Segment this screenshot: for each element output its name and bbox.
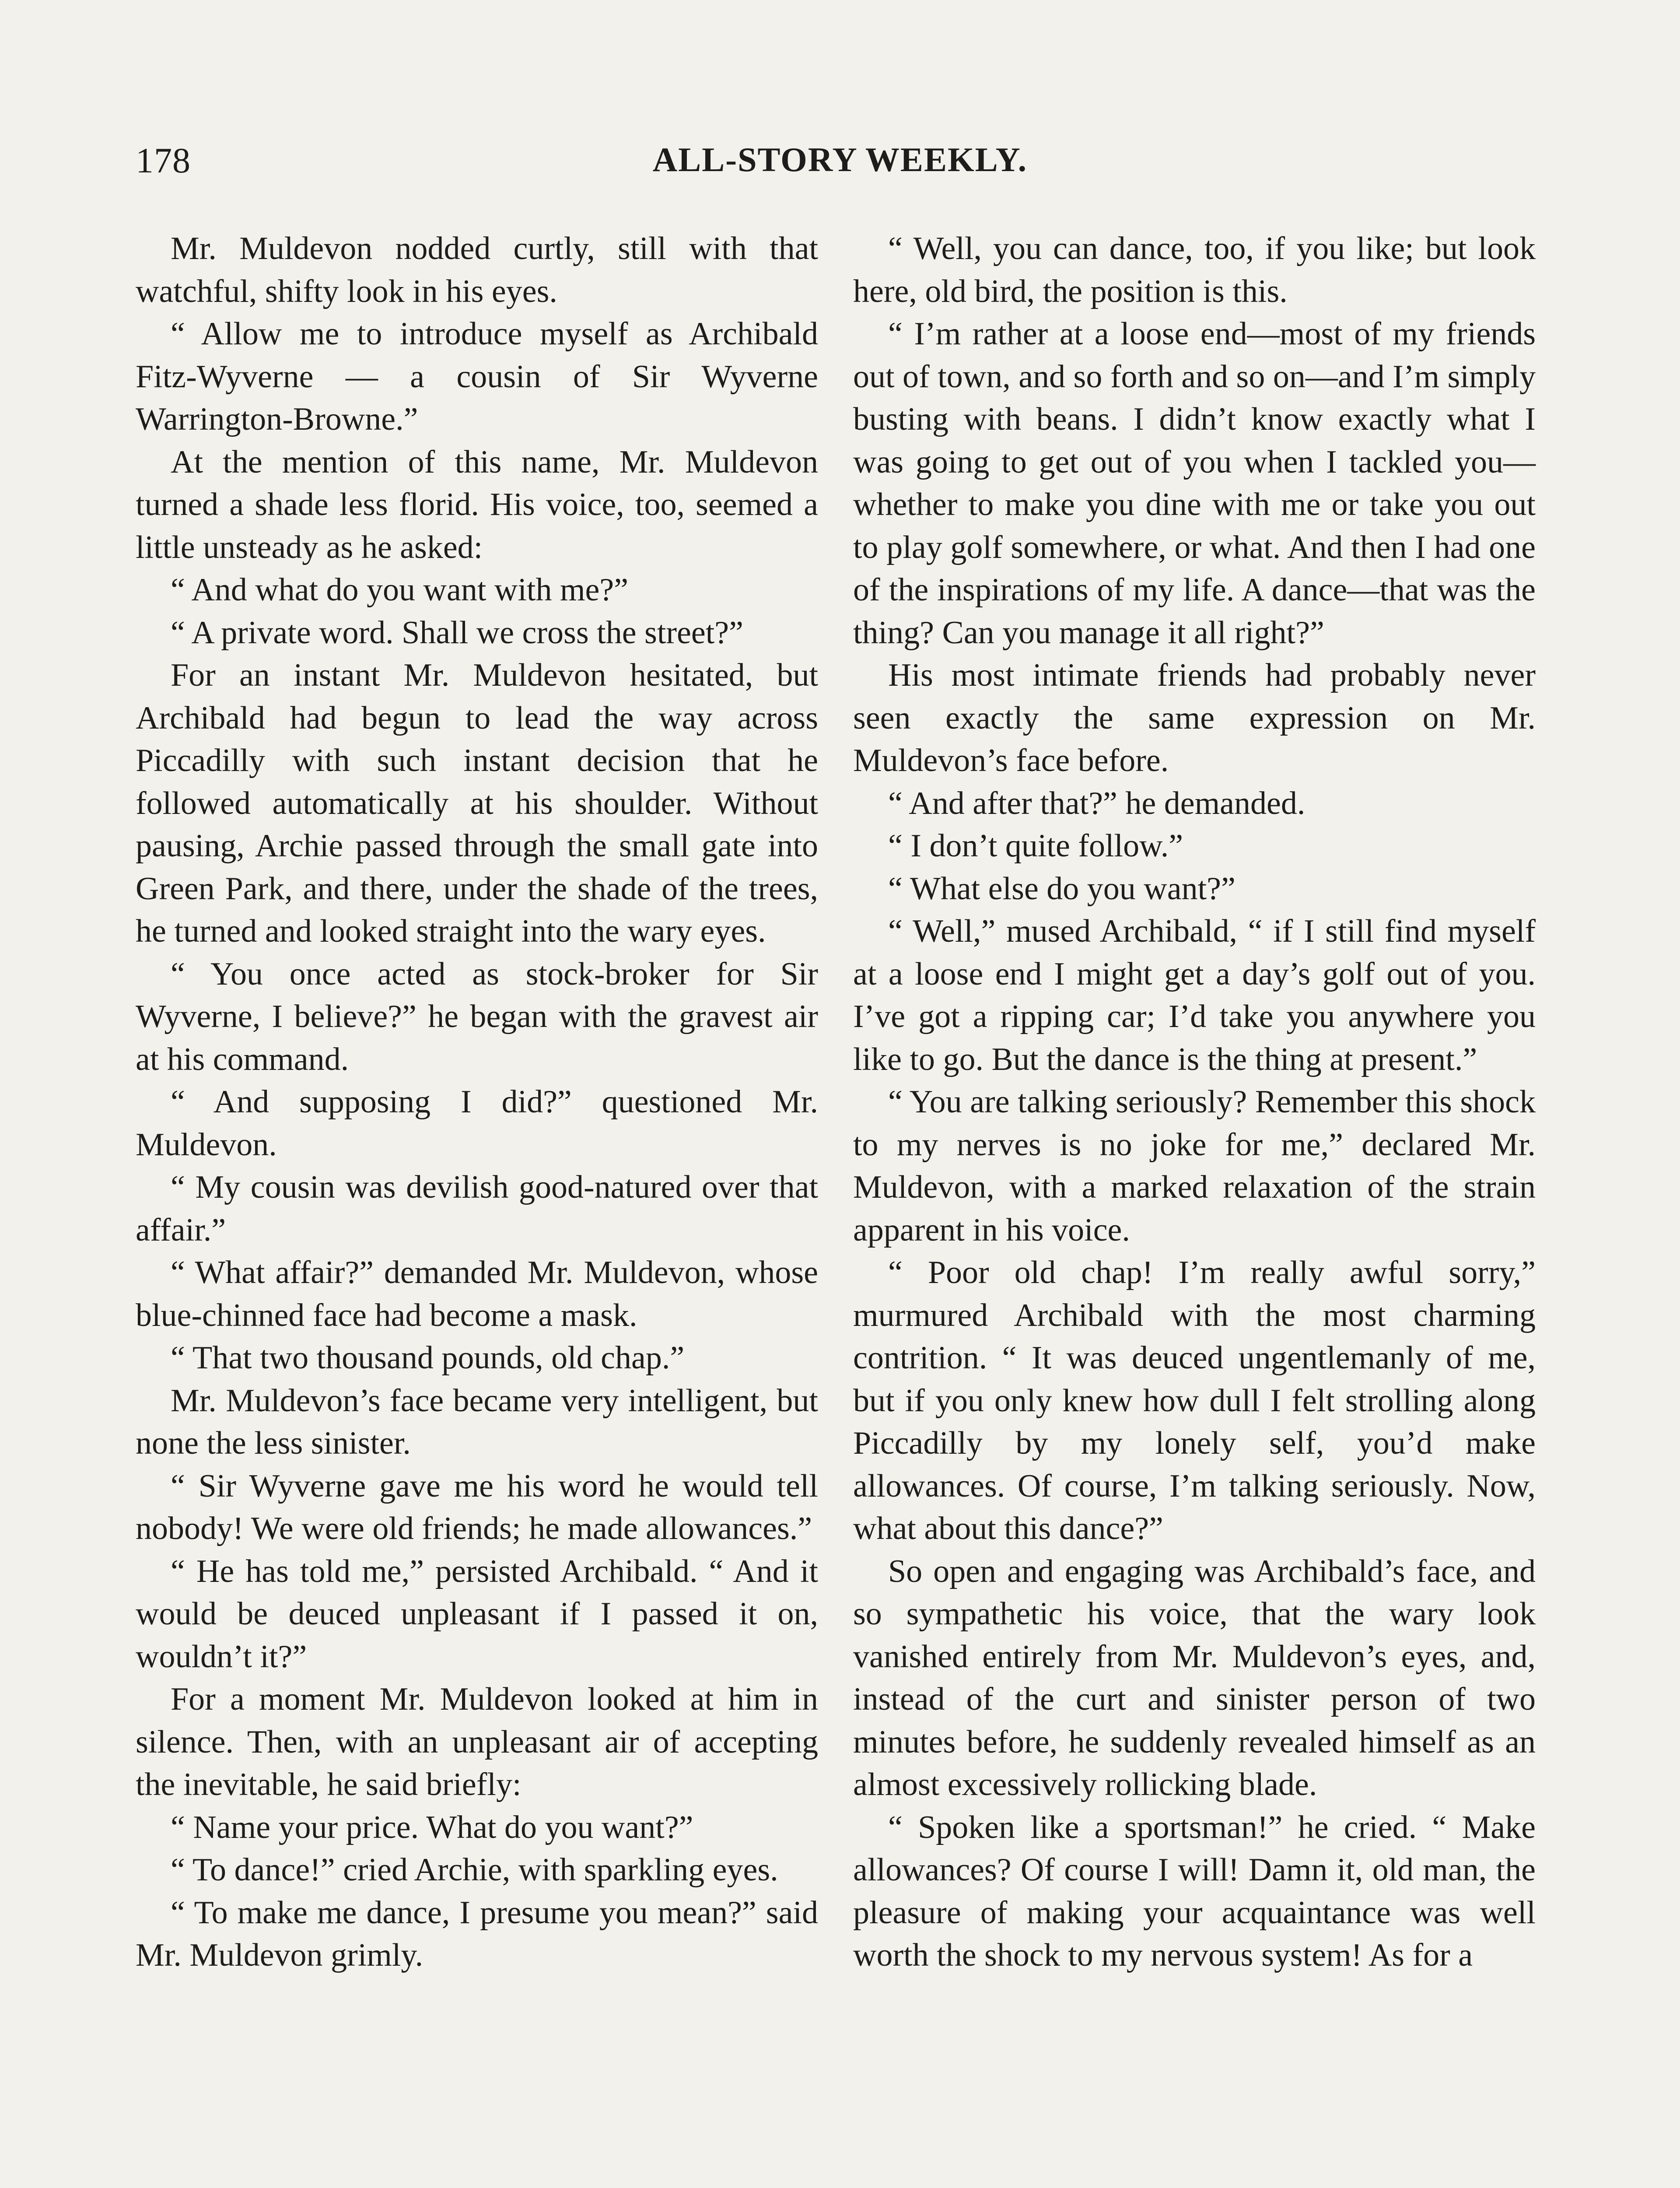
paragraph: “ And what do you want with me?” [171, 572, 629, 608]
paragraph: “ He has told me,” persisted Archibald. “ And it would be deuced unpleasant if I passed it on, wouldn’t it?” [136, 1553, 818, 1675]
paragraph: So open and engaging was Archibald’s face, and so sympathetic his voice, that the wary look vanished entirely from Mr. Muldevon’s eyes, and, instead of the curt and sinister person of two minutes before, he suddenly revealed himself as an almost excessively rollicking blade. [853, 1553, 1536, 1802]
paragraph: “ A private word. Shall we cross the street?” [171, 614, 743, 651]
running-head-title: ALL-STORY WEEKLY. [652, 140, 1028, 179]
paragraph: “ You once acted as stock-broker for Sir Wyverne, I believe?” he began with the gravest air at his command. [136, 956, 818, 1077]
paragraph: Mr. Muldevon nodded curtly, still with that watchful, shifty look in his eyes. [136, 231, 818, 309]
page-header [136, 140, 1544, 201]
paragraph: “ I’m rather at a loose end—most of my friends out of town, and so forth and so on—and I’m simply busting with beans. I didn’t know exactly what I was going to get out of you when I tackled you—whether to make you dine with me or take you out to play golf somewhere, or what. And then I had one of the inspirations of my life. A dance—that was the thing? Can you manage it all right?” [853, 316, 1536, 651]
paragraph: “ Spoken like a sportsman!” he cried. “ Make allowances? Of course I will! Damn it, old man, the pleasure of making your acquaintance was well worth the shock to my nervous system! As for a [853, 1809, 1536, 1973]
paragraph: “ To dance!” cried Archie, with sparkling eyes. [171, 1852, 778, 1888]
paragraph: “ Well, you can dance, too, if you like; but look here, old bird, the position is this. [853, 231, 1536, 309]
paragraph: “ What else do you want?” [888, 870, 1236, 907]
paragraph: At the mention of this name, Mr. Muldevon turned a shade less florid. His voice, too, seemed a little unsteady as he asked: [136, 444, 818, 565]
page-number: 178 [136, 140, 191, 180]
paragraph: “ What affair?” demanded Mr. Muldevon, whose blue-chinned face had become a mask. [136, 1255, 818, 1333]
paragraph: “ Sir Wyverne gave me his word he would tell nobody! We were old friends; he made allowances.” [136, 1468, 818, 1546]
paragraph: “ To make me dance, I presume you mean?” said Mr. Muldevon grimly. [136, 1894, 818, 1973]
paragraph: “ My cousin was devilish good-natured over that affair.” [136, 1169, 818, 1248]
paragraph: “ Allow me to introduce myself as Archibald Fitz-Wyverne — a cousin of Sir Wyverne Warrington-Browne.” [136, 316, 818, 437]
left-column [136, 228, 818, 1977]
paragraph: “ Name your price. What do you want?” [171, 1809, 693, 1845]
right-column [853, 228, 1536, 1977]
paragraph: “ Poor old chap! I’m really awful sorry,” murmured Archibald with the most charming contrition. “ It was deuced ungentlemanly of me, but if you only knew how dull I felt strolling along Piccadilly by my lonely self, you’d make allowances. Of course, I’m talking seriously. Now, what about this dance?” [853, 1255, 1536, 1546]
paragraph: “ And after that?” he demanded. [888, 785, 1306, 821]
paragraph: Mr. Muldevon’s face became very intelligent, but none the less sinister. [136, 1382, 818, 1461]
paragraph: “ And supposing I did?” questioned Mr. Muldevon. [136, 1084, 818, 1163]
paragraph: “ You are talking seriously? Remember this shock to my nerves is no joke for me,” declared Mr. Muldevon, with a marked relaxation of the strain apparent in his voice. [853, 1084, 1536, 1248]
paragraph: His most intimate friends had probably never seen exactly the same expression on Mr. Muldevon’s face before. [853, 657, 1536, 778]
paragraph: “ That two thousand pounds, old chap.” [171, 1340, 685, 1376]
paragraph: For a moment Mr. Muldevon looked at him in silence. Then, with an unpleasant air of accepting the inevitable, he said briefly: [136, 1681, 818, 1802]
paragraph: “ I don’t quite follow.” [888, 828, 1183, 864]
paragraph: “ Well,” mused Archibald, “ if I still find myself at a loose end I might get a day’s golf out of you. I’ve got a ripping car; I’d take you anywhere you like to go. But the dance is the thing at present.” [853, 913, 1536, 1077]
paragraph: For an instant Mr. Muldevon hesitated, but Archibald had begun to lead the way across Piccadilly with such instant decision that he followed automatically at his shoulder. Without pausing, Archie passed through the small gate into Green Park, and there, under the shade of the trees, he turned and looked straight into the wary eyes. [136, 657, 818, 949]
